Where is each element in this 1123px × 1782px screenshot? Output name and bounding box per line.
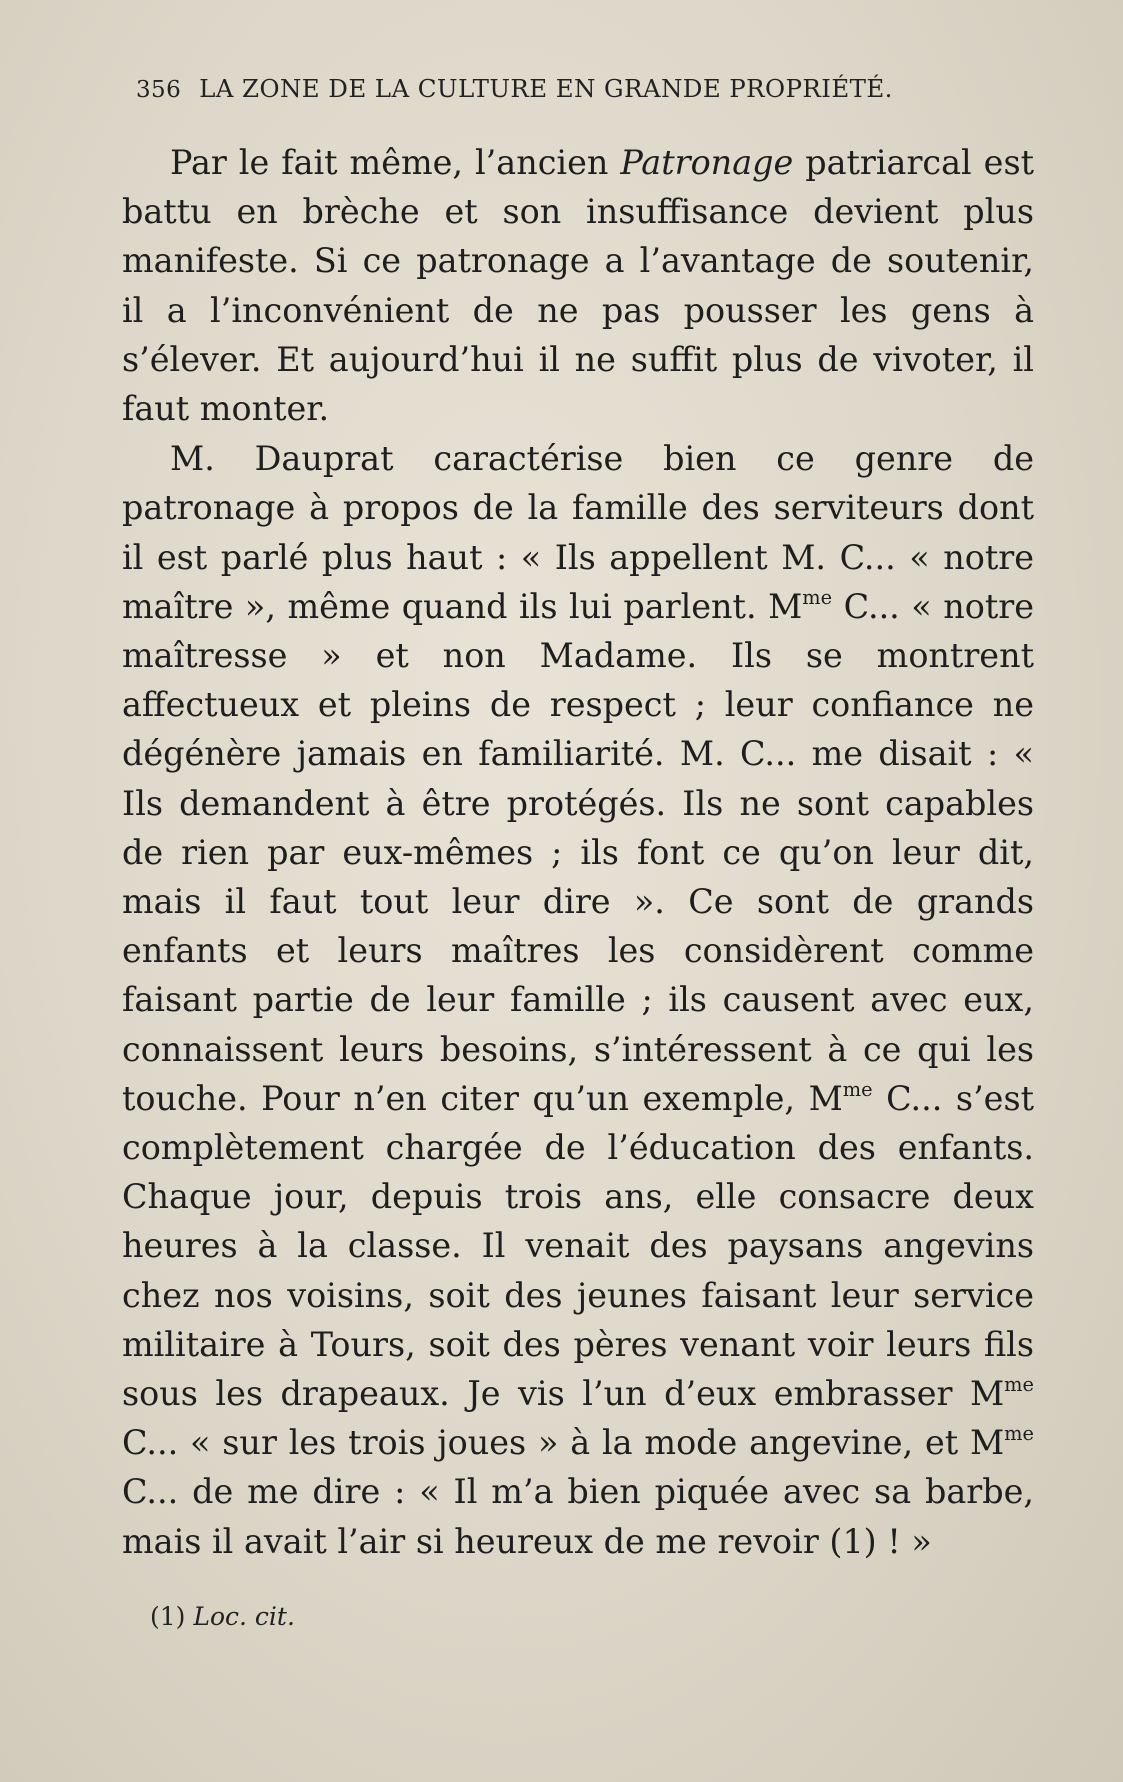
paragraph-2-text-c: C... s’est complètement chargée de l’éducation des enfants. Chaque jour, depuis trois ans, elle consacre deux heures à la classe. Il venait des paysans angevins chez nos voisins, soit des jeunes faisant leur service militaire à Tours, soit des pères venant voir leurs fils sous les drapeaux. Je vis l’un d’eux embrasser M xyxy=(122,1078,1034,1414)
footnote-text: Loc. cit. xyxy=(193,1602,295,1631)
superscript-mme: me xyxy=(1004,1422,1034,1446)
paragraph-2-text-d: C... « sur les trois joues » à la mode angevine, et M xyxy=(122,1423,1005,1463)
footnote xyxy=(150,1602,295,1631)
italic-patronage: Patronage xyxy=(620,143,794,182)
paragraph-2-text-a: M. Dauprat caractérise bien ce genre de patronage à propos de la famille des serviteurs dont il est parlé plus haut : « Ils appellent M. C... « notre maître », même quand ils lui parlent. M xyxy=(122,439,1034,626)
footnote-marker: (1) xyxy=(150,1602,194,1631)
body-text xyxy=(122,138,1034,1566)
paragraph-2 xyxy=(122,434,1034,1566)
superscript-mme: me xyxy=(1004,1373,1034,1397)
running-title: LA ZONE DE LA CULTURE EN GRANDE PROPRIÉTÉ. xyxy=(199,74,893,103)
superscript-mme: me xyxy=(802,585,833,609)
page-number: 356 xyxy=(136,77,182,103)
superscript-mme: me xyxy=(842,1077,873,1101)
paragraph-1 xyxy=(122,138,1034,433)
paragraph-1-text-b: patriarcal est battu en brèche et son insuffisance devient plus manifeste. Si ce patronage a l’avantage de soutenir, il a l’inconvénient de ne pas pousser les gens à s’élever. Et aujourd’hui il ne suffit plus de vivoter, il faut monter. xyxy=(122,143,1034,429)
running-head xyxy=(136,74,1016,103)
paragraph-1-text-a: Par le fait même, l’ancien xyxy=(170,143,621,182)
paragraph-2-text-b: C... « notre maîtresse » et non Madame. Ils se montrent affectueux et pleins de respect ; leur confiance ne dégénère jamais en familiarité. M. C... me disait : « Ils demandent à être protégés. Ils ne sont capables de rien par eux-mêmes ; ils font ce qu’on leur dit, mais il faut tout leur dire ». Ce sont de grands enfants et leurs maîtres les considèrent comme faisant partie de leur famille ; ils causent avec eux, connaissent leurs besoins, s’intéressent à ce qui les touche. Pour n’en citer qu’un exemple, M xyxy=(122,586,1034,1118)
paragraph-2-text-e: C... de me dire : « Il m’a bien piquée avec sa barbe, mais il avait l’air si heureux de me revoir (1) ! » xyxy=(122,1472,1034,1561)
